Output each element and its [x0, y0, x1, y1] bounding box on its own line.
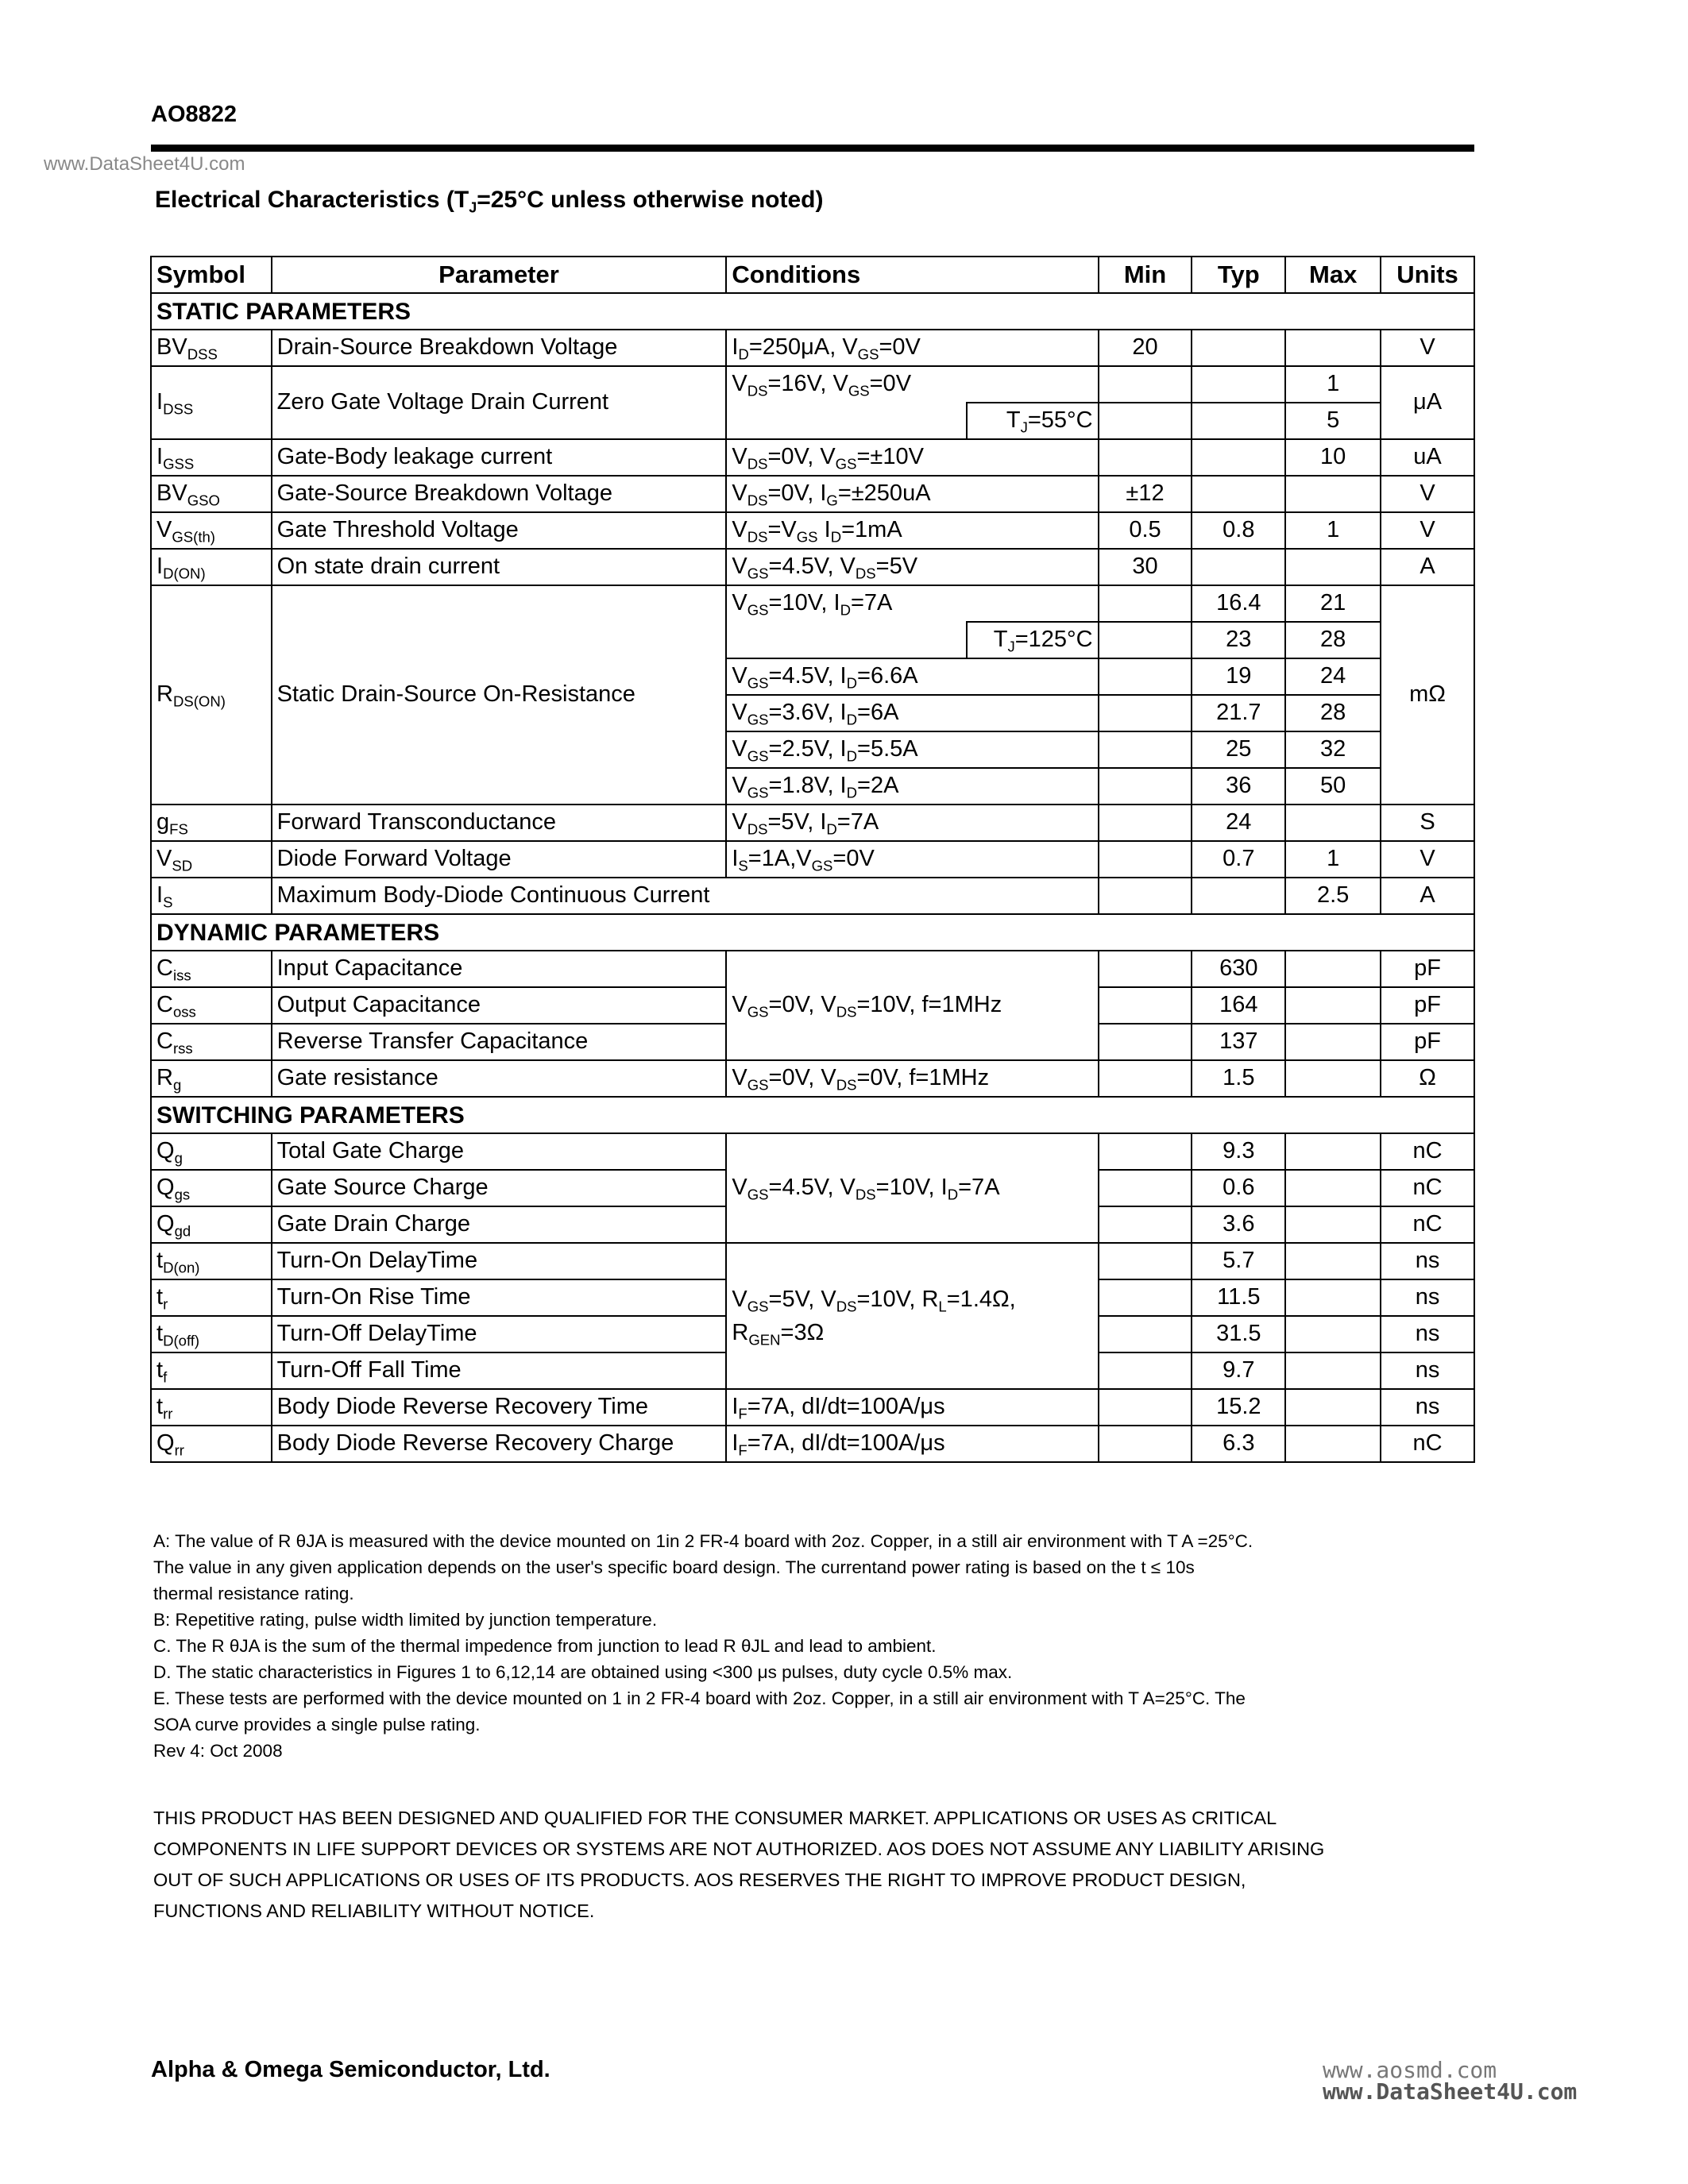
conditions-cell: $V_{DS}=V_{GS}$ $I_D=1mA$ [726, 512, 1098, 549]
conditions-spacer [726, 622, 966, 658]
max-cell [1285, 476, 1381, 512]
units-cell: pF [1381, 951, 1474, 987]
table-row [151, 585, 1474, 622]
parameter-cell: Diode Forward Voltage [272, 841, 727, 878]
min-cell [1099, 841, 1192, 878]
max-cell [1285, 1206, 1381, 1243]
typ-cell: 137 [1192, 1024, 1285, 1060]
table-row [151, 1060, 1474, 1097]
min-cell [1099, 1243, 1192, 1279]
units-cell: A [1381, 549, 1474, 585]
min-cell [1099, 1170, 1192, 1206]
symbol-cell: $R_g$ [151, 1060, 272, 1097]
conditions-cell: $I_S=1A,V_{GS}=0V$ [726, 841, 1098, 878]
min-cell [1099, 366, 1192, 403]
symbol-cell: $Q_{rr}$ [151, 1426, 272, 1462]
parameter-cell: Static Drain-Source On-Resistance [272, 585, 727, 805]
parameter-cell: Gate-Source Breakdown Voltage [272, 476, 727, 512]
typ-cell [1192, 549, 1285, 585]
note-a-line3: thermal resistance rating. [153, 1584, 354, 1603]
typ-cell [1192, 330, 1285, 366]
conditions-cell: $V_{GS}=5V$, $V_{DS}=10V$, $R_L=1.4\Omega$, $R_{GEN}=3\Omega$ [726, 1243, 1098, 1389]
part-number: AO8822 [151, 102, 238, 127]
units-cell: V [1381, 512, 1474, 549]
typ-cell: 25 [1192, 731, 1285, 768]
conditions-cell: $I_F=7A$, dI/dt=100A/μs [726, 1426, 1098, 1462]
col-header-max: Max [1285, 257, 1381, 293]
typ-cell: 19 [1192, 658, 1285, 695]
conditions-cell: $I_D=250\mu A$, $V_{GS}=0V$ [726, 330, 1098, 366]
typ-cell: 164 [1192, 987, 1285, 1024]
symbol-cell: $V_{SD}$ [151, 841, 272, 878]
min-cell [1099, 1389, 1192, 1426]
parameter-cell: Output Capacitance [272, 987, 727, 1024]
conditions-cell: $V_{GS}=4.5V$, $I_D=6.6A$ [726, 658, 1098, 695]
min-cell [1099, 1133, 1192, 1170]
units-cell: ns [1381, 1316, 1474, 1352]
symbol-cell: $C_{rss}$ [151, 1024, 272, 1060]
typ-cell: 0.6 [1192, 1170, 1285, 1206]
min-cell [1099, 1316, 1192, 1352]
parameter-cell: Gate Source Charge [272, 1170, 727, 1206]
symbol-cell: $Q_g$ [151, 1133, 272, 1170]
typ-cell: 5.7 [1192, 1243, 1285, 1279]
max-cell [1285, 1024, 1381, 1060]
max-cell [1285, 549, 1381, 585]
max-cell [1285, 1389, 1381, 1426]
units-cell: mΩ [1381, 585, 1474, 805]
units-cell: pF [1381, 1024, 1474, 1060]
max-cell [1285, 805, 1381, 841]
parameter-cell: Gate resistance [272, 1060, 727, 1097]
min-cell: 30 [1099, 549, 1192, 585]
units-cell: V [1381, 330, 1474, 366]
table-row [151, 330, 1474, 366]
section-switching: SWITCHING PARAMETERS [151, 1097, 1474, 1133]
tj-condition-cell: $T_J=55^\circ C$ [967, 403, 1099, 439]
conditions-cell: $V_{GS}=10V$, $I_D=7A$ [726, 585, 1098, 622]
max-cell [1285, 1426, 1381, 1462]
typ-cell: 6.3 [1192, 1426, 1285, 1462]
watermark-bottom[interactable]: www.DataSheet4U.com [1323, 2078, 1578, 2105]
watermark-top[interactable]: www.DataSheet4U.com [44, 153, 245, 175]
note-a-line2: The value in any given application depends on the user's specific board design. The currentand power rating is based on the t ≤ 10s [153, 1557, 1195, 1577]
typ-cell: 1.5 [1192, 1060, 1285, 1097]
units-cell: Ω [1381, 1060, 1474, 1097]
typ-cell [1192, 878, 1285, 914]
table-row [151, 366, 1474, 403]
min-cell [1099, 951, 1192, 987]
max-cell [1285, 1279, 1381, 1316]
typ-cell: 9.3 [1192, 1133, 1285, 1170]
units-cell: pF [1381, 987, 1474, 1024]
col-header-min: Min [1099, 257, 1192, 293]
max-cell: 21 [1285, 585, 1381, 622]
max-cell: 1 [1285, 366, 1381, 403]
max-cell: 24 [1285, 658, 1381, 695]
symbol-cell: $BV_{GSO}$ [151, 476, 272, 512]
conditions-spacer [726, 403, 966, 439]
min-cell [1099, 768, 1192, 805]
max-cell [1285, 1316, 1381, 1352]
max-cell: 1 [1285, 512, 1381, 549]
units-cell: S [1381, 805, 1474, 841]
symbol-cell: $I_{DSS}$ [151, 366, 272, 439]
typ-cell: 9.7 [1192, 1352, 1285, 1389]
table-row [151, 476, 1474, 512]
conditions-cell: $V_{DS}=0V$, $I_G=\pm 250uA$ [726, 476, 1098, 512]
units-cell: nC [1381, 1133, 1474, 1170]
conditions-cell: $V_{DS}=0V$, $V_{GS}=\pm 10V$ [726, 439, 1098, 476]
typ-cell: 0.8 [1192, 512, 1285, 549]
min-cell [1099, 878, 1192, 914]
typ-cell: 31.5 [1192, 1316, 1285, 1352]
typ-cell [1192, 439, 1285, 476]
parameter-cell: Gate Drain Charge [272, 1206, 727, 1243]
parameter-cell: Input Capacitance [272, 951, 727, 987]
conditions-cell: $V_{GS}=0V$, $V_{DS}=10V$, f=1MHz [726, 951, 1098, 1060]
conditions-cell: $V_{GS}=1.8V$, $I_D=2A$ [726, 768, 1098, 805]
typ-cell: 630 [1192, 951, 1285, 987]
typ-cell: 21.7 [1192, 695, 1285, 731]
symbol-cell: $I_S$ [151, 878, 272, 914]
col-header-symbol: Symbol [151, 257, 272, 293]
typ-cell [1192, 366, 1285, 403]
conditions-cell: $V_{GS}=4.5V$, $V_{DS}=5V$ [726, 549, 1098, 585]
typ-cell: 24 [1192, 805, 1285, 841]
max-cell [1285, 1060, 1381, 1097]
symbol-cell: $R_{DS(ON)}$ [151, 585, 272, 805]
min-cell: ±12 [1099, 476, 1192, 512]
units-cell: ns [1381, 1352, 1474, 1389]
electrical-characteristics-table [150, 256, 1475, 1463]
units-cell: A [1381, 878, 1474, 914]
min-cell [1099, 1206, 1192, 1243]
typ-cell: 15.2 [1192, 1389, 1285, 1426]
units-cell: ns [1381, 1243, 1474, 1279]
col-header-parameter: Parameter [272, 257, 727, 293]
symbol-cell: $C_{iss}$ [151, 951, 272, 987]
min-cell [1099, 1279, 1192, 1316]
symbol-cell: $t_f$ [151, 1352, 272, 1389]
symbol-cell: $Q_{gs}$ [151, 1170, 272, 1206]
min-cell [1099, 622, 1192, 658]
parameter-cell: Drain-Source Breakdown Voltage [272, 330, 727, 366]
table-row [151, 878, 1474, 914]
symbol-cell: $I_{GSS}$ [151, 439, 272, 476]
typ-cell: 11.5 [1192, 1279, 1285, 1316]
symbol-cell: $t_{D(off)}$ [151, 1316, 272, 1352]
max-cell: 5 [1285, 403, 1381, 439]
tj-condition-cell: $T_J=125^\circ C$ [967, 622, 1099, 658]
symbol-cell: $g_{FS}$ [151, 805, 272, 841]
min-cell: 0.5 [1099, 512, 1192, 549]
table-row [151, 1426, 1474, 1462]
parameter-cell: Maximum Body-Diode Continuous Current [272, 878, 1099, 914]
max-cell [1285, 1352, 1381, 1389]
units-cell: ns [1381, 1279, 1474, 1316]
min-cell [1099, 1426, 1192, 1462]
typ-cell [1192, 403, 1285, 439]
note-c: C. The R θJA is the sum of the thermal impedence from junction to lead R θJL and lead to ambient. [153, 1636, 937, 1656]
max-cell [1285, 330, 1381, 366]
parameter-cell: On state drain current [272, 549, 727, 585]
symbol-cell: $I_{D(ON)}$ [151, 549, 272, 585]
disclaimer-line: THIS PRODUCT HAS BEEN DESIGNED AND QUALIFIED FOR THE CONSUMER MARKET. APPLICATIONS OR USES AS CRITICAL [153, 1808, 1277, 1828]
typ-cell [1192, 476, 1285, 512]
units-cell: V [1381, 476, 1474, 512]
min-cell [1099, 585, 1192, 622]
conditions-cell: $V_{DS}=16V$, $V_{GS}=0V$ [726, 366, 1098, 403]
parameter-cell: Gate Threshold Voltage [272, 512, 727, 549]
company-url[interactable]: www.aosmd.com [1323, 2057, 1497, 2083]
symbol-cell: $t_{D(on)}$ [151, 1243, 272, 1279]
section-static: STATIC PARAMETERS [151, 293, 1474, 330]
disclaimer-line: COMPONENTS IN LIFE SUPPORT DEVICES OR SYSTEMS ARE NOT AUTHORIZED. AOS DOES NOT ASSUME ANY LIABILITY ARISING [153, 1839, 1325, 1859]
parameter-cell: Zero Gate Voltage Drain Current [272, 366, 727, 439]
note-e-line1: E. These tests are performed with the device mounted on 1 in 2 FR-4 board with 2oz. Copper, in a still air environment with T A=25°C. The [153, 1688, 1246, 1708]
symbol-cell: $V_{GS(th)}$ [151, 512, 272, 549]
min-cell [1099, 658, 1192, 695]
min-cell [1099, 987, 1192, 1024]
col-header-units: Units [1381, 257, 1474, 293]
parameter-cell: Turn-Off DelayTime [272, 1316, 727, 1352]
table-row [151, 805, 1474, 841]
units-cell: uA [1381, 439, 1474, 476]
max-cell [1285, 951, 1381, 987]
max-cell [1285, 1170, 1381, 1206]
parameter-cell: Reverse Transfer Capacitance [272, 1024, 727, 1060]
max-cell: 1 [1285, 841, 1381, 878]
disclaimer [153, 1803, 1456, 1927]
parameter-cell: Forward Transconductance [272, 805, 727, 841]
disclaimer-line: FUNCTIONS AND RELIABILITY WITHOUT NOTICE. [153, 1900, 595, 1921]
section-dynamic: DYNAMIC PARAMETERS [151, 914, 1474, 951]
header-rule [151, 145, 1474, 152]
table-row [151, 549, 1474, 585]
max-cell [1285, 987, 1381, 1024]
max-cell [1285, 1133, 1381, 1170]
revision: Rev 4: Oct 2008 [153, 1741, 283, 1761]
min-cell [1099, 1352, 1192, 1389]
table-row [151, 841, 1474, 878]
units-cell: nC [1381, 1170, 1474, 1206]
parameter-cell: Turn-Off Fall Time [272, 1352, 727, 1389]
min-cell [1099, 731, 1192, 768]
parameter-cell: Gate-Body leakage current [272, 439, 727, 476]
symbol-cell: $BV_{DSS}$ [151, 330, 272, 366]
typ-cell: 3.6 [1192, 1206, 1285, 1243]
section-row [151, 293, 1474, 330]
min-cell: 20 [1099, 330, 1192, 366]
typ-cell: 0.7 [1192, 841, 1285, 878]
min-cell [1099, 695, 1192, 731]
typ-cell: 16.4 [1192, 585, 1285, 622]
disclaimer-line: OUT OF SUCH APPLICATIONS OR USES OF ITS PRODUCTS. AOS RESERVES THE RIGHT TO IMPROVE PRODUCT DESIGN, [153, 1870, 1246, 1890]
conditions-cell: $V_{GS}=2.5V$, $I_D=5.5A$ [726, 731, 1098, 768]
table-row [151, 512, 1474, 549]
conditions-cell: $V_{GS}=3.6V$, $I_D=6A$ [726, 695, 1098, 731]
units-cell: nC [1381, 1426, 1474, 1462]
typ-cell: 23 [1192, 622, 1285, 658]
table-row [151, 439, 1474, 476]
note-d: D. The static characteristics in Figures 1 to 6,12,14 are obtained using <300 μs pulses, duty cycle 0.5% max. [153, 1662, 1013, 1682]
max-cell: 32 [1285, 731, 1381, 768]
min-cell [1099, 1060, 1192, 1097]
table-row [151, 1133, 1474, 1170]
conditions-cell: $V_{DS}=5V$, $I_D=7A$ [726, 805, 1098, 841]
symbol-cell: $t_{rr}$ [151, 1389, 272, 1426]
symbol-cell: $t_r$ [151, 1279, 272, 1316]
note-b: B: Repetitive rating, pulse width limited by junction temperature. [153, 1610, 658, 1630]
note-a-line1: A: The value of R θJA is measured with the device mounted on 1in 2 FR-4 board with 2oz. Copper, in a still air environment with T A =25°C. [153, 1531, 1253, 1551]
company-name: Alpha & Omega Semiconductor, Ltd. [151, 2057, 550, 2082]
units-cell: nC [1381, 1206, 1474, 1243]
note-e-line2: SOA curve provides a single pulse rating. [153, 1715, 481, 1734]
footnotes [153, 1528, 1456, 1764]
max-cell: 28 [1285, 622, 1381, 658]
col-header-typ: Typ [1192, 257, 1285, 293]
parameter-cell: Turn-On Rise Time [272, 1279, 727, 1316]
max-cell: 50 [1285, 768, 1381, 805]
parameter-cell: Total Gate Charge [272, 1133, 727, 1170]
typ-cell: 36 [1192, 768, 1285, 805]
min-cell [1099, 1024, 1192, 1060]
section-row [151, 914, 1474, 951]
max-cell: 10 [1285, 439, 1381, 476]
units-cell: ns [1381, 1389, 1474, 1426]
conditions-cell: $V_{GS}=0V$, $V_{DS}=0V$, f=1MHz [726, 1060, 1098, 1097]
units-cell: V [1381, 841, 1474, 878]
max-cell: 28 [1285, 695, 1381, 731]
max-cell: 2.5 [1285, 878, 1381, 914]
min-cell [1099, 403, 1192, 439]
col-header-conditions: Conditions [726, 257, 1098, 293]
parameter-cell: Body Diode Reverse Recovery Charge [272, 1426, 727, 1462]
table-row [151, 951, 1474, 987]
conditions-cell: $I_F=7A$, dI/dt=100A/μs [726, 1389, 1098, 1426]
min-cell [1099, 805, 1192, 841]
conditions-cell: $V_{GS}=4.5V$, $V_{DS}=10V$, $I_D=7A$ [726, 1133, 1098, 1243]
units-cell: μA [1381, 366, 1474, 439]
symbol-cell: $C_{oss}$ [151, 987, 272, 1024]
section-row [151, 1097, 1474, 1133]
parameter-cell: Turn-On DelayTime [272, 1243, 727, 1279]
min-cell [1099, 439, 1192, 476]
symbol-cell: $Q_{gd}$ [151, 1206, 272, 1243]
section-heading: Electrical Characteristics ($T_J=25^\circ C$ unless otherwise noted) [155, 187, 824, 216]
table-header-row [151, 257, 1474, 293]
max-cell [1285, 1243, 1381, 1279]
table-row [151, 1389, 1474, 1426]
table-row [151, 1243, 1474, 1279]
parameter-cell: Body Diode Reverse Recovery Time [272, 1389, 727, 1426]
